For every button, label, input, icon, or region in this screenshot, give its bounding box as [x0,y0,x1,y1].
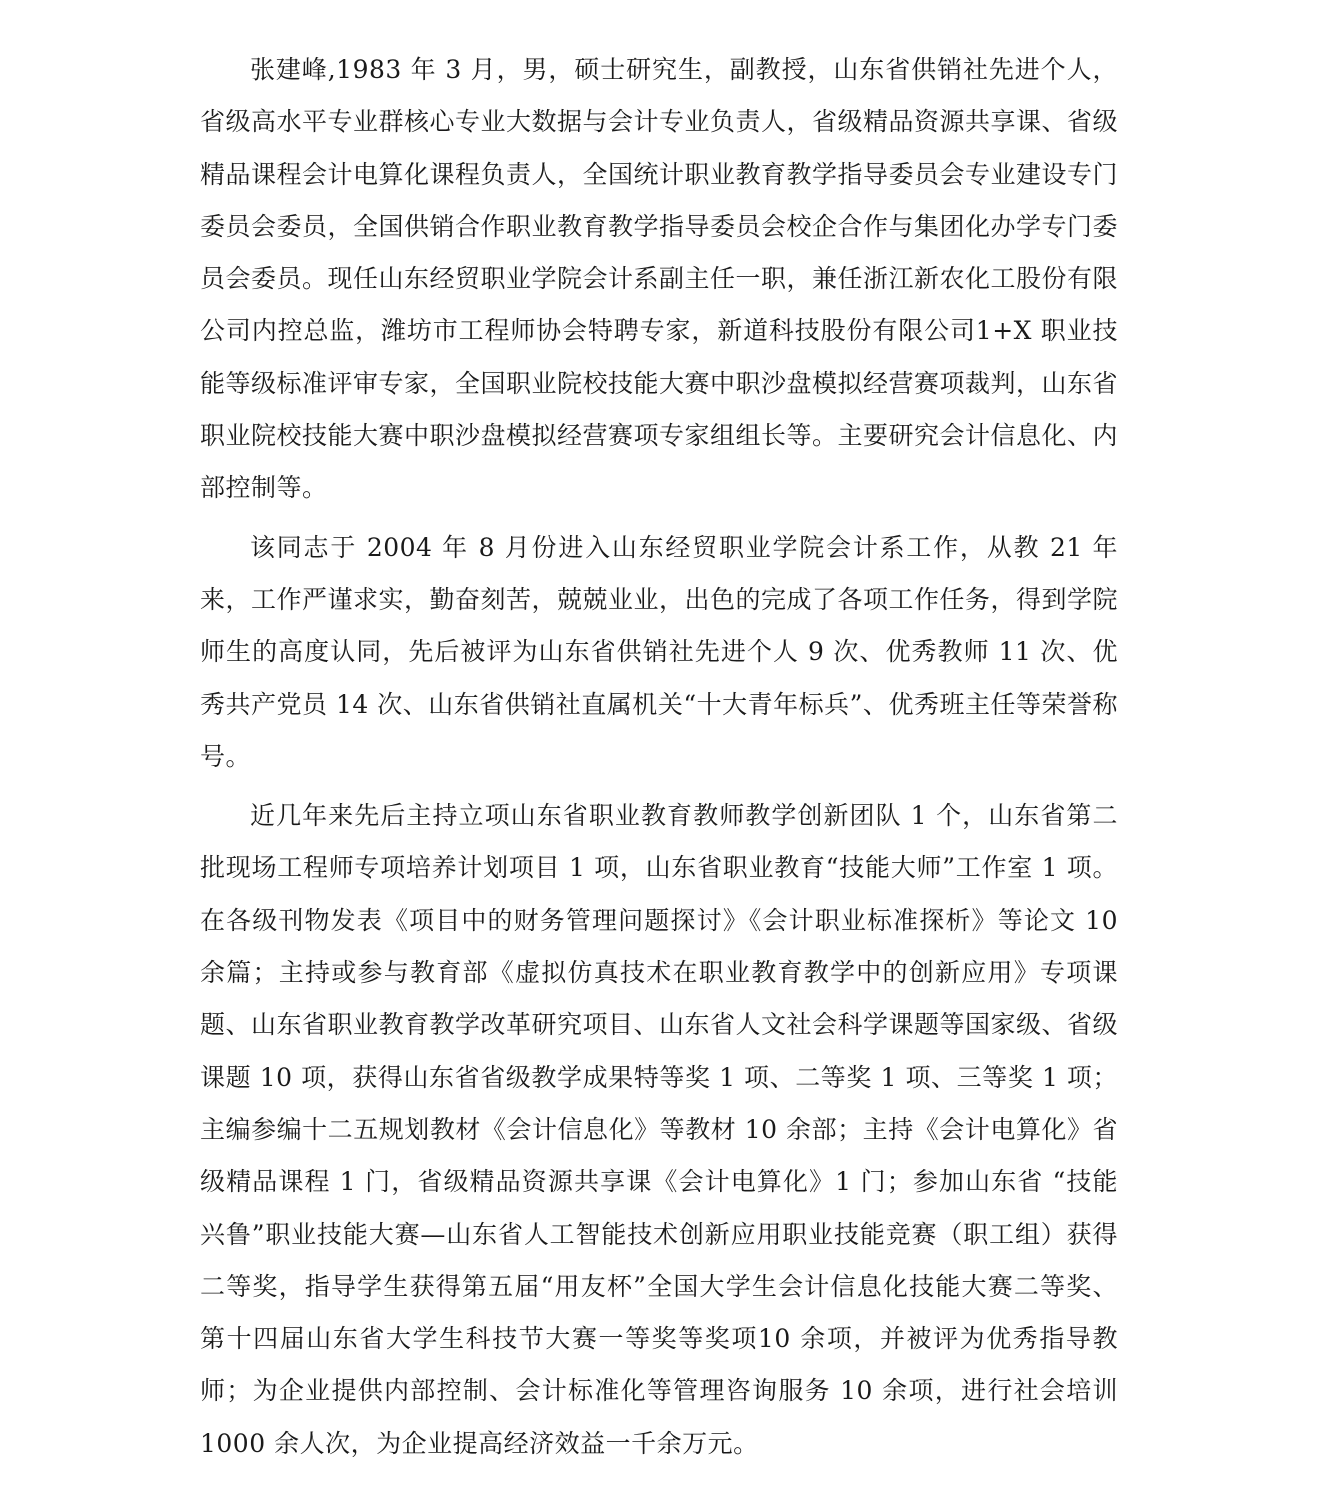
paragraph-achievements: 近几年来先后主持立项山东省职业教育教师教学创新团队 1 个，山东省第二批现场工程师专项培养计划项目 1 项，山东省职业教育“技能大师”工作室 1 项。在各级刊物发表《项目中的财务管理问题探讨》《会计职业标准探析》等论文 10 余篇；主持或参与教育部《虚拟仿真技术在职业教育教学中的创新应用》专项课题、山东省职业教育教学改革研究项目、山东省人文社会科学课题等国家级、省级课题 10 项，获得山东省省级教学成果特等奖 1 项、二等奖 1 项、三等奖 1 项；主编参编十二五规划教材《会计信息化》等教材 10 余部；主持《会计电算化》省级精品课程 1 门，省级精品资源共享课《会计电算化》1 门；参加山东省 “技能兴鲁”职业技能大赛—山东省人工智能技术创新应用职业技能竞赛（职工组）获得二等奖，指导学生获得第五届“用友杯”全国大学生会计信息化技能大赛二等奖、第十四届山东省大学生科技节大赛一等奖等奖项10 余项，并被评为优秀指导教师；为企业提供内部控制、会计标准化等管理咨询服务 10 余项，进行社会培训 1000 余人次，为企业提高经济效益一千余万元。 [200,801,1119,1458]
paragraph-work-history: 该同志于 2004 年 8 月份进入山东经贸职业学院会计系工作，从教 21 年来，工作严谨求实，勤奋刻苦，兢兢业业，出色的完成了各项工作任务，得到学院师生的高度认同，先后被评为山东省供销社先进个人 9 次、优秀教师 11 次、优秀共产党员 14 次、山东省供销社直属机关“十大青年标兵”、优秀班主任等荣誉称号。 [200,532,1119,771]
document-body [200,44,1118,1470]
paragraph-profile: 张建峰,1983 年 3 月，男，硕士研究生，副教授，山东省供销社先进个人，省级高水平专业群核心专业大数据与会计专业负责人，省级精品资源共享课、省级精品课程会计电算化课程负责人，全国统计职业教育教学指导委员会专业建设专门委员会委员，全国供销合作职业教育教学指导委员会校企合作与集团化办学专门委员会委员。现任山东经贸职业学院会计系副主任一职，兼任浙江新农化工股份有限公司内控总监，潍坊市工程师协会特聘专家，新道科技股份有限公司1+X 职业技能等级标准评审专家，全国职业院校技能大赛中职沙盘模拟经营赛项裁判，山东省职业院校技能大赛中职沙盘模拟经营赛项专家组组长等。主要研究会计信息化、内部控制等。 [200,55,1119,503]
